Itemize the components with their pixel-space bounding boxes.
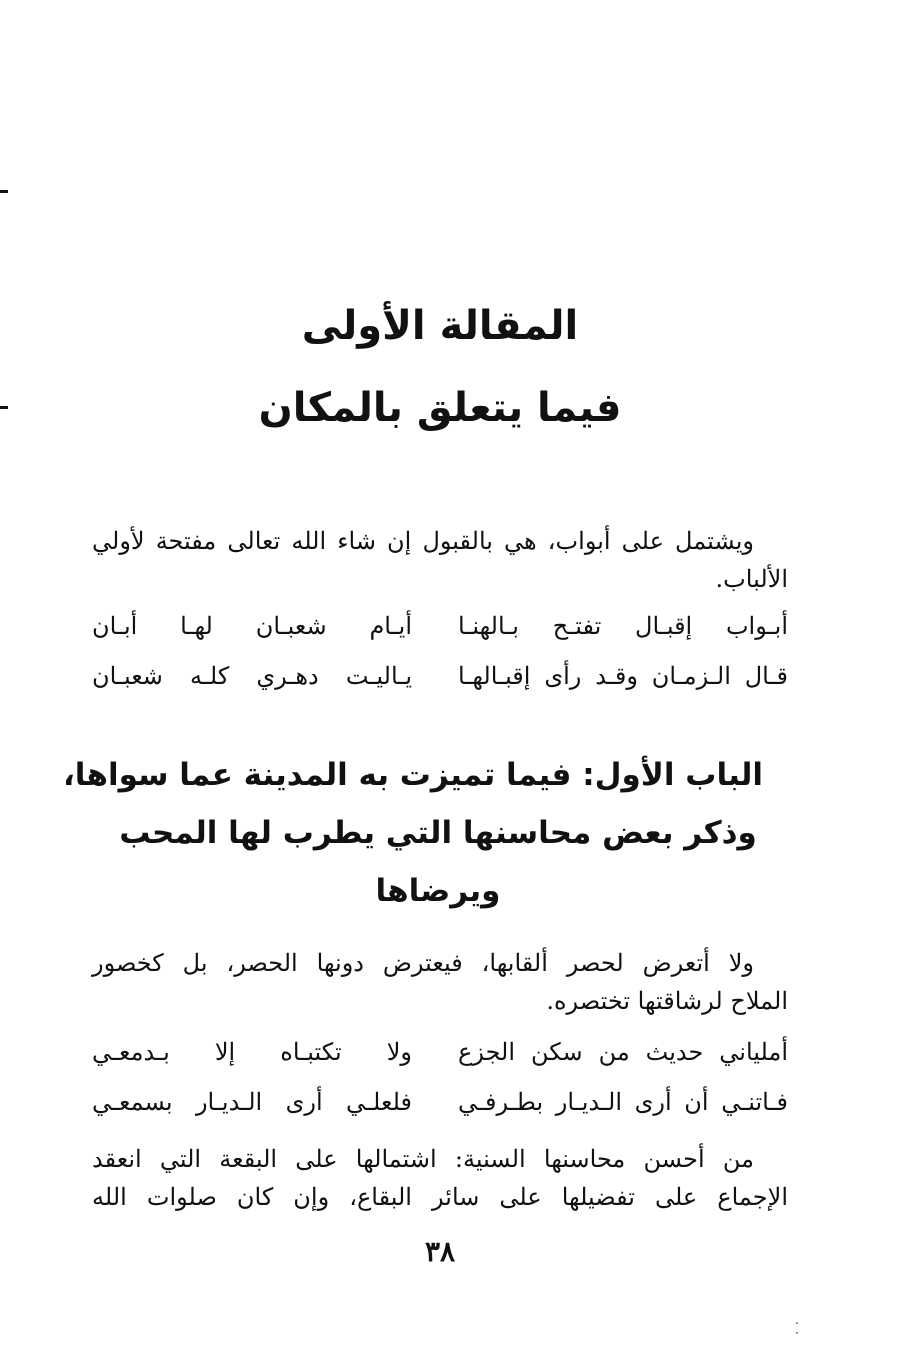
verse-first-hemistich: أبـواب إقبـال تفتـح بـالهنـا: [458, 612, 788, 640]
chapter-heading-line: وذكر بعض محاسنها التي يطرب لها المحب: [119, 815, 757, 851]
verse-first-hemistich: قـال الـزمـان وقـد رأى إقبـالهـا: [458, 662, 788, 690]
body-paragraph: [92, 944, 788, 1020]
paragraph-line: ولا أتعرض لحصر ألقابها، فيعترض دونها الحصر، بل كخصور: [92, 949, 754, 977]
margin-mark: [0, 190, 8, 193]
verse-first-hemistich: فـاتنـي أن أرى الـديـار بطـرفـي: [458, 1088, 788, 1116]
section-subtitle: فيما يتعلق بالمكان: [258, 385, 622, 431]
section-title: المقالة الأولى: [301, 303, 579, 349]
paragraph-line: الملاح لرشاقتها تختصره.: [546, 987, 788, 1015]
poem-verse: [92, 1080, 788, 1124]
verse-second-hemistich: فلعلـي أرى الـديـار بسمعـي: [92, 1088, 412, 1116]
paragraph-line: الألباب.: [715, 565, 788, 593]
verse-first-hemistich: أملياني حديث من سكن الجزع: [458, 1038, 788, 1066]
poem-verse: [92, 604, 788, 648]
intro-paragraph: [92, 522, 788, 598]
poem-verse: [92, 654, 788, 698]
chapter-heading-line: ويرضاها: [375, 873, 501, 909]
body-paragraph: [92, 1140, 788, 1216]
poem-verse: [92, 1030, 788, 1074]
margin-mark: [0, 406, 8, 409]
chapter-heading-line: الباب الأول: فيما تميزت به المدينة عما سواها،: [63, 757, 763, 793]
scan-speck: [796, 1322, 798, 1324]
paragraph-line: من أحسن محاسنها السنية: اشتمالها على البقعة التي انعقد: [92, 1145, 754, 1173]
verse-second-hemistich: ولا تكتبـاه إلا بـدمعـي: [92, 1038, 412, 1066]
paragraph-line: ويشتمل على أبواب، هي بالقبول إن شاء الله تعالى مفتحة لأولي: [92, 527, 754, 555]
page-number: ٣٨: [424, 1235, 456, 1268]
paragraph-line: الإجماع على تفضيلها على سائر البقاع، وإن كان صلوات الله: [92, 1183, 788, 1211]
verse-second-hemistich: يـاليـت دهـري كلـه شعبـان: [92, 662, 412, 690]
verse-second-hemistich: أيـام شعبـان لهـا أبـان: [92, 612, 412, 640]
chapter-heading: [63, 746, 763, 920]
scan-speck: [796, 1332, 798, 1334]
